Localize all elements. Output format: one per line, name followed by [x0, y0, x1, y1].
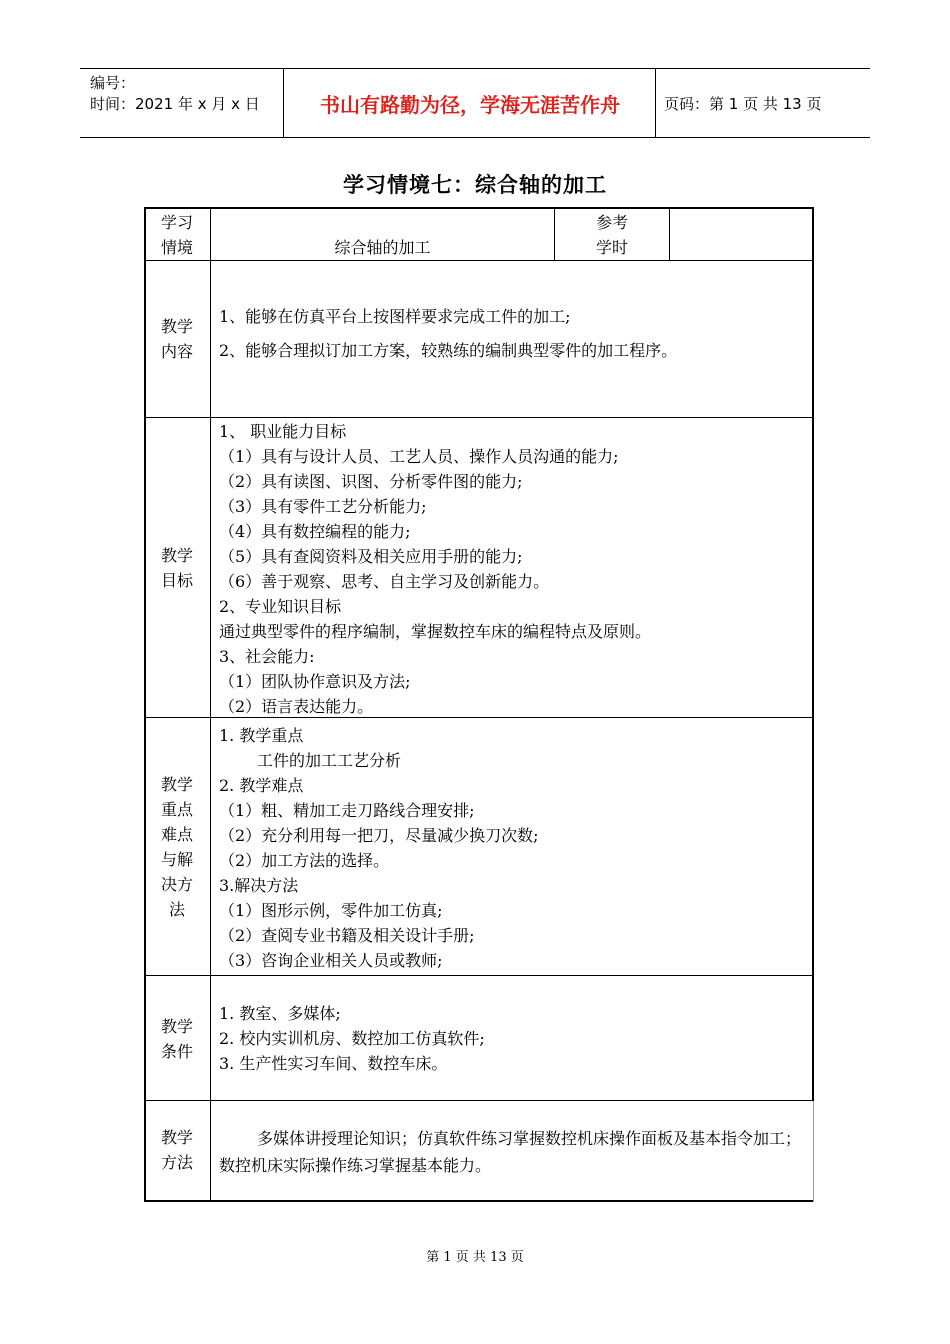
header-page-info: 页码：第 1 页 共 13 页 [664, 94, 822, 113]
list-item: （2）加工方法的选择。 [219, 851, 390, 870]
teaching-methods-label: 教学 方法 [160, 1128, 193, 1172]
list-item: （4）具有数控编程的能力; [219, 522, 411, 541]
list-item: 1. 教学重点 [219, 726, 304, 745]
learning-situation-label: 学习 情境 [160, 213, 193, 257]
table-border-bottom [144, 1200, 814, 1202]
header-slogan: 书山有路勤为径，学海无涯苦作舟 [320, 92, 620, 117]
list-item: 1、 职业能力目标 [219, 422, 347, 441]
list-item: 3. 生产性实习车间、数控车床。 [219, 1054, 448, 1073]
document-title: 学习情境七：综合轴的加工 [343, 173, 607, 197]
label-column-divider [210, 207, 211, 1202]
list-item: （2）充分利用每一把刀，尽量减少换刀次数; [219, 826, 539, 845]
teaching-goals-text [219, 419, 808, 719]
document-header [80, 68, 870, 138]
list-item: 工件的加工工艺分析 [257, 751, 402, 770]
list-item: 1. 教室、多媒体; [219, 1004, 341, 1023]
row-divider [144, 417, 814, 418]
row-divider [144, 260, 814, 261]
list-item: 2. 校内实训机房、数控加工仿真软件; [219, 1029, 485, 1048]
lesson-table [144, 207, 814, 1202]
teaching-methods-text: 多媒体讲授理论知识；仿真软件练习掌握数控机床操作面板及基本指令加工；数控机床实际操作练习掌握基本能力。 [219, 1129, 802, 1175]
list-item: 3.解决方法 [219, 876, 299, 895]
table-border-top [144, 207, 814, 209]
keypoints-label: 教学 重点 难点 与解 决方 法 [160, 775, 193, 919]
teaching-conditions-label: 教学 条件 [160, 1017, 193, 1061]
teaching-conditions-text [219, 1001, 808, 1076]
list-item: 1、能够在仿真平台上按图样要求完成工件的加工; [219, 307, 571, 326]
list-item: （2）具有读图、识图、分析零件图的能力; [219, 472, 523, 491]
list-item: （6）善于观察、思考、自主学习及创新能力。 [219, 572, 550, 591]
list-item: （3）咨询企业相关人员或教师; [219, 951, 443, 970]
table-border-right-lower [813, 1100, 814, 1202]
list-item: （5）具有查阅资料及相关应用手册的能力; [219, 547, 523, 566]
list-item: 通过典型零件的程序编制，掌握数控车床的编程特点及原则。 [219, 622, 652, 641]
teaching-content-label: 教学 内容 [160, 317, 193, 361]
table-border-right [812, 207, 814, 1100]
header-meta [90, 73, 280, 115]
teaching-content-text [219, 300, 808, 368]
list-item: 2、专业知识目标 [219, 597, 342, 616]
teaching-goals-label: 教学 目标 [160, 546, 193, 590]
row1-divider [669, 207, 670, 260]
list-item: （1）具有与设计人员、工艺人员、操作人员沟通的能力; [219, 447, 619, 466]
list-item: （2）语言表达能力。 [219, 697, 374, 716]
list-item: 3、社会能力: [219, 647, 315, 666]
learning-situation-value: 综合轴的加工 [334, 238, 431, 257]
reference-hours-label: 参考 学时 [595, 213, 628, 257]
list-item: （1）粗、精加工走刀路线合理安排; [219, 801, 475, 820]
list-item: （1）团队协作意识及方法; [219, 672, 411, 691]
list-item: （3）具有零件工艺分析能力; [219, 497, 427, 516]
row-divider [144, 1100, 814, 1101]
document-date: 时间：2021 年 x 月 x 日 [90, 95, 260, 113]
header-divider [655, 69, 656, 137]
list-item: （1）图形示例，零件加工仿真; [219, 901, 443, 920]
list-item: （2）查阅专业书籍及相关设计手册; [219, 926, 475, 945]
list-item: 2. 教学难点 [219, 776, 304, 795]
row-divider [144, 975, 814, 976]
keypoints-text [219, 723, 808, 973]
document-number-label: 编号： [90, 74, 136, 92]
list-item: 2、能够合理拟订加工方案，较熟练的编制典型零件的加工程序。 [219, 341, 678, 360]
page-footer: 第 1 页 共 13 页 [426, 1250, 524, 1265]
header-divider [283, 69, 284, 137]
